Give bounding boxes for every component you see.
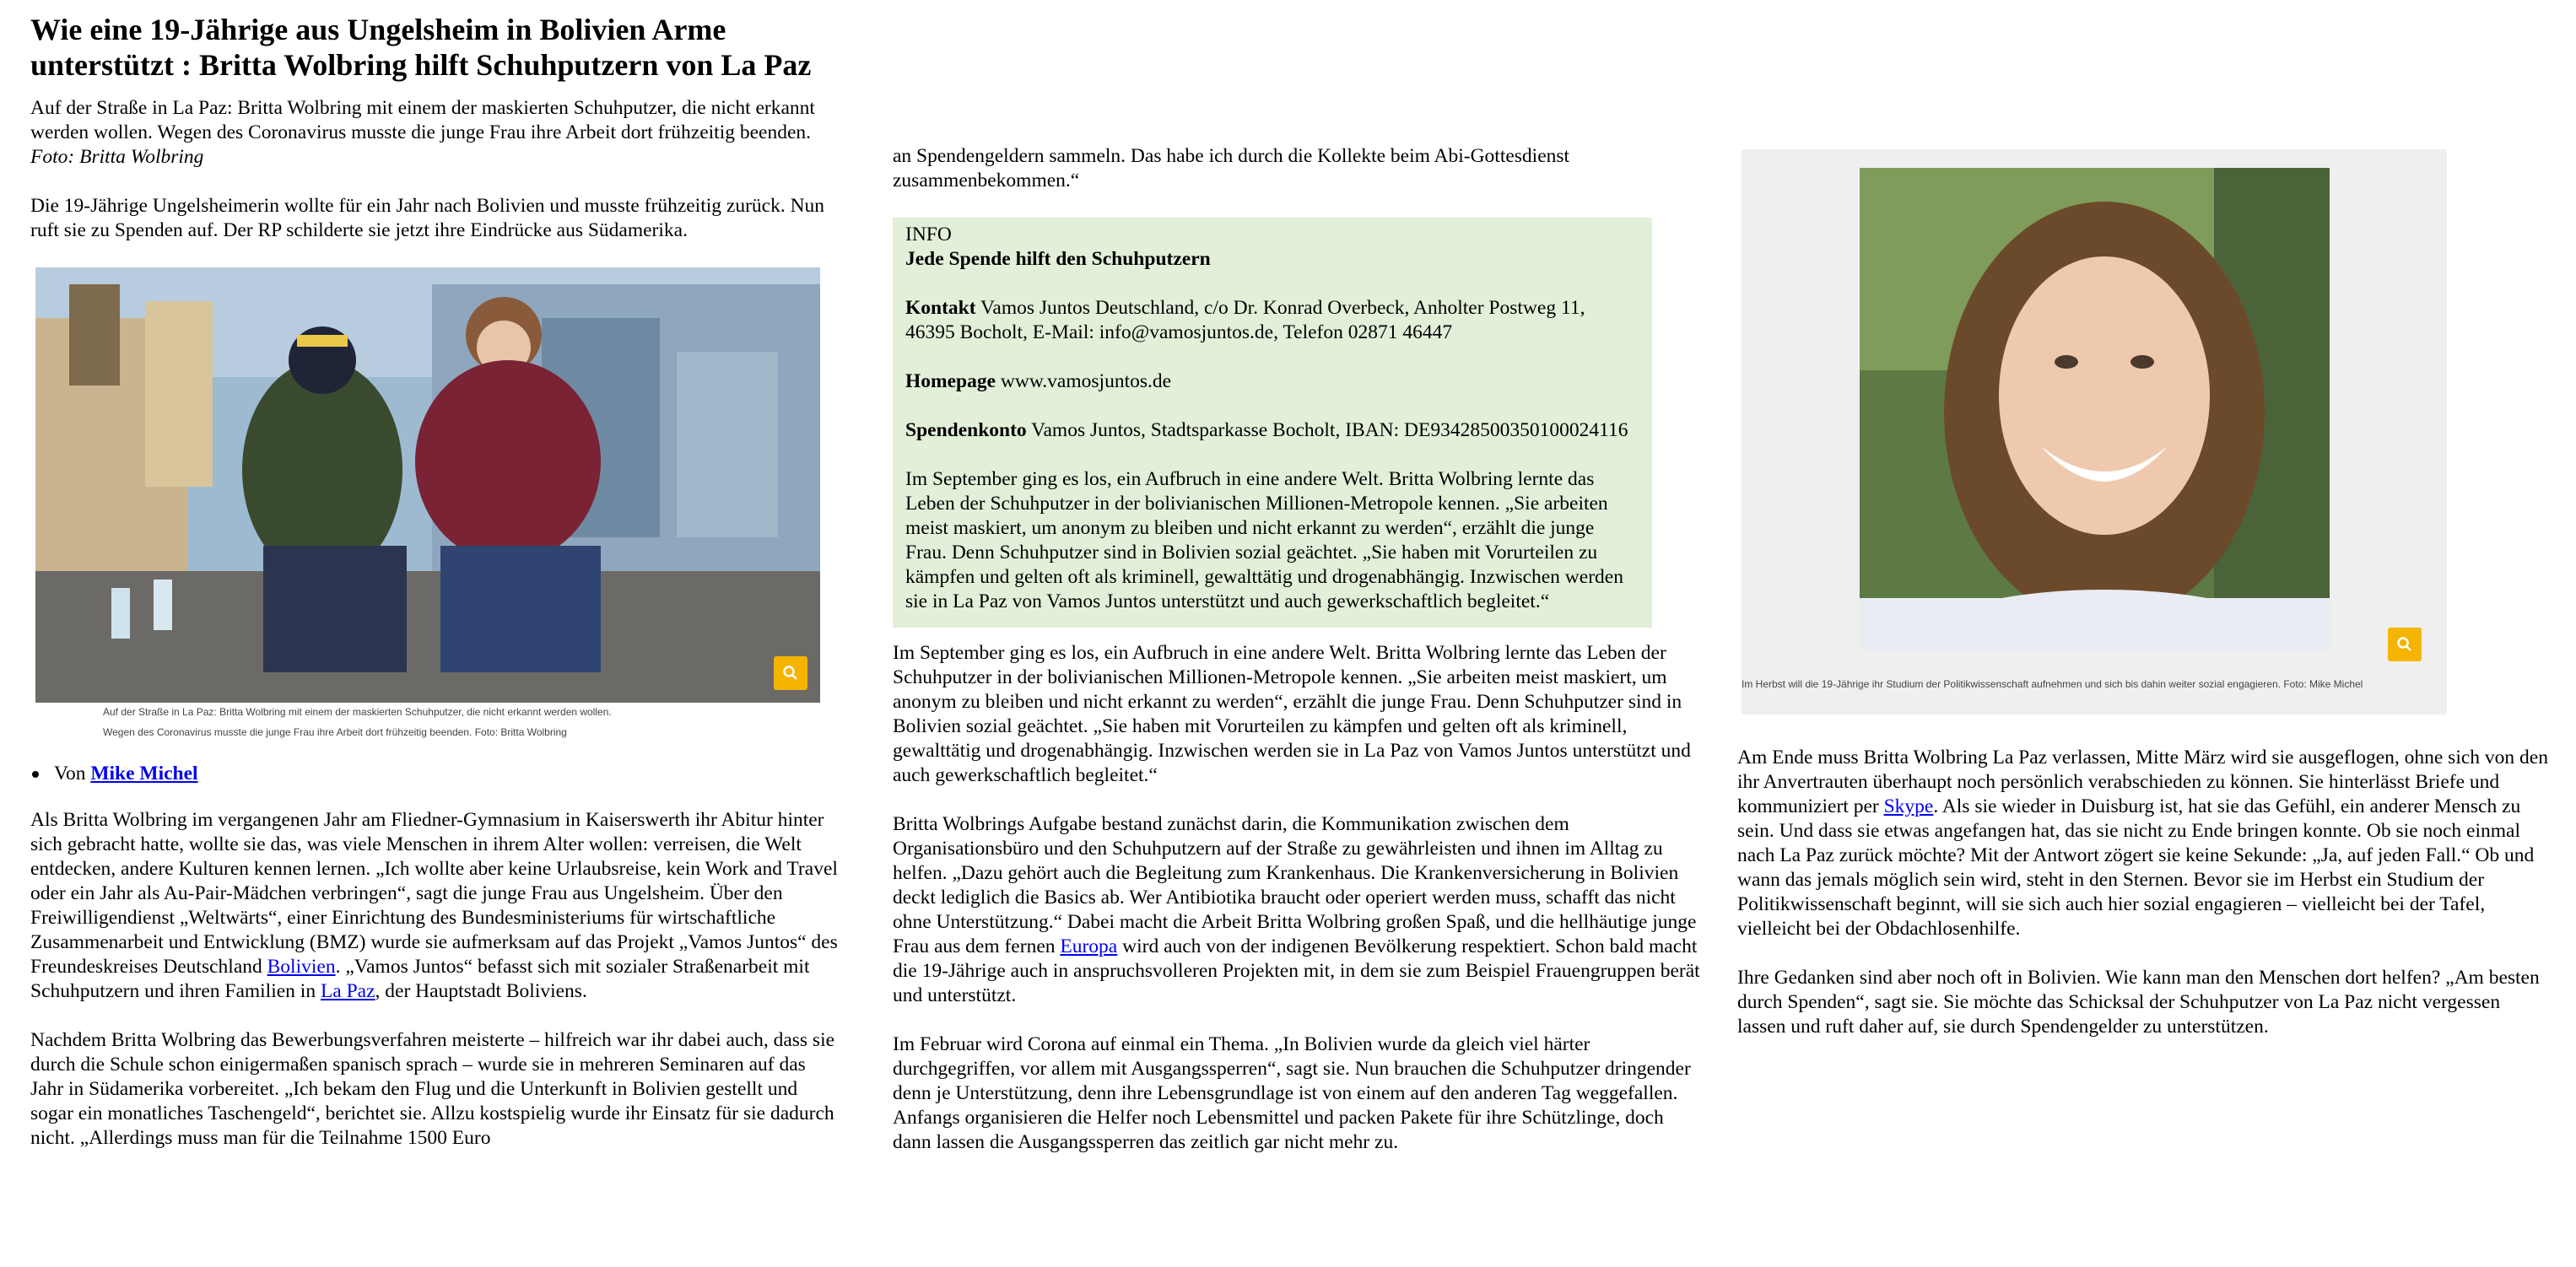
info-title: Jede Spende hilft den Schuhputzern (905, 248, 1211, 270)
photo-caption-text: Auf der Straße in La Paz: Britta Wolbring mit einem der maskierten Schuhputzer, die nicht erkannt werden wollen. Wegen des Coronavirus musste die junge Frau ihre Arbeit dort frühzeitig beenden. (30, 97, 815, 143)
paragraph-4-text-b: wird auch von der indigenen Bevölkerung respektiert. Schon bald macht die 19-Jährige auch in anspruchsvolleren Projekten mit, in dem sie zum Beispiel Frauengruppen berät und unterstützt. (893, 935, 1700, 1006)
paragraph-4 (893, 812, 1704, 1008)
link-la-paz[interactable]: La Paz (320, 980, 375, 1002)
link-bolivien[interactable]: Bolivien (267, 956, 336, 978)
konto-text: Vamos Juntos, Stadtsparkasse Bocholt, IBAN: DE93428500350100024116 (1031, 419, 1628, 441)
image1-caption-line1: Auf der Straße in La Paz: Britta Wolbring mit einem der maskierten Schuhputzer, die nicht erkannt werden wollen. (103, 706, 612, 718)
link-skype[interactable]: Skype (1883, 795, 1934, 817)
article-lead: Die 19-Jährige Ungelsheimerin wollte für ein Jahr nach Bolivien und musste frühzeitig zurück. Nun ruft sie zu Spenden auf. Der RP schilderte sie jetzt ihre Eindrücke aus Südamerika. (30, 195, 825, 241)
column-middle (893, 144, 1704, 1179)
byline-prefix: Von (54, 763, 86, 784)
byline (30, 762, 842, 786)
paragraph-1-text-c: , der Hauptstadt Boliviens. (375, 980, 587, 1002)
paragraph-1-text-b: . „Vamos Juntos“ befasst sich mit sozialer Straßenarbeit mit Schuhputzern und ihren Familien in (30, 956, 810, 1002)
column-left (30, 0, 842, 1175)
bullet (32, 771, 39, 778)
link-europa[interactable]: Europa (1060, 935, 1118, 957)
zoom-image-button[interactable] (774, 656, 807, 690)
paragraph-4-text-a: Britta Wolbrings Aufgabe bestand zunächst darin, die Kommunikation zwischen dem Organisationsbüro und den Schuhputzern auf der Straße zu gewährleisten und ihnen im Alltag zu helfen. „Dazu gehört auch die Begleitung zum Krankenhaus. Die Krankenversicherung in Bolivien deckt lediglich die Basics ab. Wer Antibiotika braucht oder operiert werden muss, schafft das nicht ohne Unterstützung.“ Dabei macht die Arbeit Britta Wolbring großen Spaß, und die hellhäutige junge Frau aus dem fernen (893, 813, 1697, 957)
paragraph-2-continued: an Spendengeldern sammeln. Das habe ich durch die Kollekte beim Abi-Gottesdienst zusammenbekommen.“ (893, 145, 1570, 191)
figure-shoeshiner-photo (35, 267, 820, 745)
image2-caption: Im Herbst will die 19-Jährige ihr Studium der Politikwissenschaft aufnehmen und sich bis dahin weiter sozial engagieren. Foto: Mike Michel (1742, 678, 2363, 690)
magnifier-icon (782, 665, 799, 682)
konto-label: Spendenkonto (905, 419, 1027, 441)
info-body: Im September ging es los, ein Aufbruch in eine andere Welt. Britta Wolbring lernte das Leben der Schuhputzer in der bolivianischen Millionen-Metropole kennen. „Sie arbeiten meist maskiert, um anonym zu bleiben und nicht erkannt zu werden“, erzählt die junge Frau. Denn Schuhputzer sind in Bolivien sozial geächtet. „Sie haben mit Vorurteilen zu kämpfen und gelten oft als kriminell, gewalttätig und drogenabhängig. Inzwischen werden sie in La Paz von Vamos Juntos unterstützt und auch gewerkschaftlich begleitet.“ (905, 468, 1623, 612)
paragraph-7: Ihre Gedanken sind aber noch oft in Bolivien. Wie kann man den Menschen dort helfen? „Am besten durch Spenden“, sagt sie. Sie möchte das Schicksal der Schuhputzer von La Paz nicht vergessen lassen und ruft daher auf, sie durch Spendengelder zu unterstützen. (1737, 967, 2540, 1038)
paragraph-1-text-a: Als Britta Wolbring im vergangenen Jahr am Fliedner-Gymnasium in Kaiserswerth ihr Abitur hinter sich gebracht hatte, wollte sie das, was viele Menschen in ihrem Alter wollen: verreisen, die Welt entdecken, andere Kulturen kennen lernen. „Ich wollte aber keine Urlaubsreise, kein Work and Travel oder ein Jahr als Au-Pair-Mädchen verbringen“, sagt die junge Frau aus Ungelsheim. Über den Freiwilligendienst „Weltwärts“, einer Einrichtung des Bundesministeriums für wirtschaftliche Zusammenarbeit und Entwicklung (BMZ) wurde sie aufmerksam auf das Projekt „Vamos Juntos“ des Freundeskreises Deutschland (30, 809, 838, 978)
info-box (893, 218, 1652, 628)
paragraph-6-text-a: Am Ende muss Britta Wolbring La Paz verlassen, Mitte März wird sie ausgeflogen, ohne sich von den ihr Anvertrauten überhaupt noch persönlich verabschieden zu können. Sie hinterlässt Briefe und kommuniziert per (1737, 747, 2548, 817)
paragraph-6-text-b: . Als sie wieder in Duisburg ist, hat sie das Gefühl, ein anderer Mensch zu sein. Und dass sie etwas angefangen hat, das sie nicht zu Ende bringen konnte. Ob sie noch einmal nach La Paz zurück möchte? Mit der Antwort zögert sie keine Sekunde: „Ja, auf jeden Fall.“ Ob und wann das jemals möglich sein wird, steht in den Sternen. Bevor sie im Herbst ein Studium der Politikwissenschaft beginnt, will sie sich auch hier sozial engagieren – vielleicht bei der Tafel, vielleicht bei der Obdachlosenhilfe. (1737, 795, 2535, 940)
paragraph-5: Im Februar wird Corona auf einmal ein Thema. „In Bolivien wurde da gleich viel härter durchgegriffen, vor allem mit Ausgangssperren“, sagt sie. Nun brauchen die Schuhputzer dringender denn je Unterstützung, denn ihre Lebensgrundlage ist von einem auf den anderen Tag weggefallen. Anfangs organisieren die Helfer noch Lebensmittel und packen Pakete für ihre Schützlinge, doch dann lassen die Ausgangssperren das zeitlich gar nicht mehr zu. (893, 1033, 1691, 1153)
figure-portrait (1742, 149, 2447, 714)
kontakt-text: Vamos Juntos Deutschland, c/o Dr. Konrad Overbeck, Anholter Postweg 11, 46395 Bocholt, E-Mail: info@vamosjuntos.de, Telefon 02871 46447 (905, 297, 1585, 343)
article-headline: Wie eine 19-Jährige aus Ungelsheim in Bolivien Arme unterstützt : Britta Wolbring hilft Schuhputzern von La Paz (30, 13, 812, 82)
shoeshiner-photo (35, 267, 820, 703)
paragraph-6 (1737, 746, 2549, 941)
spacer (1737, 714, 2549, 746)
photo-credit: Foto: Britta Wolbring (30, 146, 204, 168)
homepage-label: Homepage (905, 370, 996, 392)
paragraph-2: Nachdem Britta Wolbring das Bewerbungsverfahren meisterte – hilfreich war ihr dabei auch, dass sie durch die Schule schon einigermaßen spanisch sprach – wurde sie in mehreren Seminaren auf das Jahr in Südamerika vorbereitet. „Ich bekam den Flug und die Unterkunft in Bolivien gestellt und sogar ein monatliches Taschengeld“, berichtet sie. Allzu kostspielig wurde ihr Einsatz für sie dadurch nicht. „Allerdings muss man für die Teilnahme 1500 Euro (30, 1029, 835, 1149)
kontakt-label: Kontakt (905, 297, 976, 319)
image1-caption (35, 702, 820, 742)
author-link[interactable]: Mike Michel (90, 763, 198, 784)
zoom-image-button[interactable] (2388, 628, 2422, 661)
image1-caption-line2: Wegen des Coronavirus musste die junge Frau ihre Arbeit dort frühzeitig beenden. Foto: Britta Wolbring (103, 726, 567, 738)
column-right (1737, 149, 2549, 1064)
magnifier-icon (2396, 636, 2413, 653)
photo-caption-paragraph (30, 96, 842, 170)
homepage-text: www.vamosjuntos.de (1000, 370, 1172, 392)
paragraph-1 (30, 808, 842, 1004)
info-spendenkonto (905, 418, 1639, 443)
paragraph-3: Im September ging es los, ein Aufbruch in eine andere Welt. Britta Wolbring lernte das Leben der Schuhputzer in der bolivianischen Millionen-Metropole kennen. „Sie arbeiten meist maskiert, um anonym zu bleiben und nicht erkannt zu werden“, erzählt die junge Frau. Denn Schuhputzer sind in Bolivien sozial geächtet. „Sie haben mit Vorurteilen zu kämpfen und gelten oft als kriminell, gewalttätig und drogenabhängig. Inzwischen werden sie in La Paz von Vamos Juntos unterstützt und auch gewerkschaftlich begleitet.“ (893, 642, 1691, 786)
info-label: INFO (905, 224, 952, 245)
info-homepage (905, 369, 1639, 394)
portrait-photo (1860, 168, 2330, 650)
info-kontakt (905, 296, 1639, 345)
